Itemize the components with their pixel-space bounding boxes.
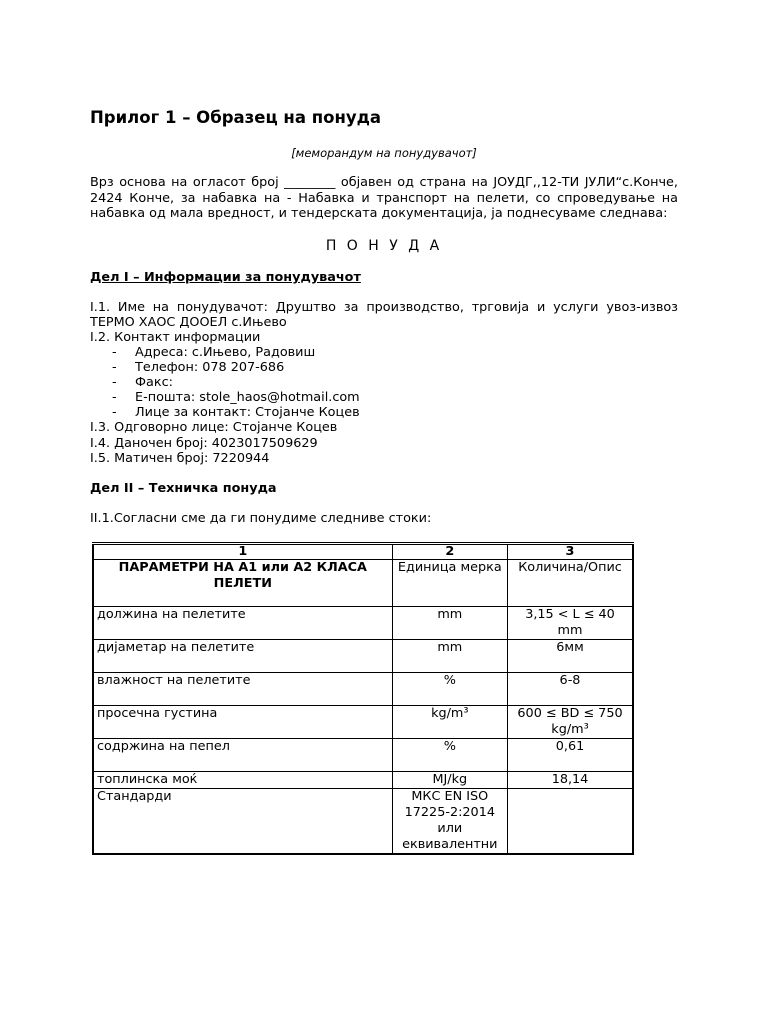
table-cell: содржина на пепел <box>93 739 392 772</box>
table-cell: дијаметар на пелетите <box>93 640 392 673</box>
technical-offer-table <box>92 542 634 855</box>
table-cell: 18,14 <box>508 772 633 789</box>
table-cell: МКС EN ISO 17225-2:2014 или еквивалентни <box>392 789 507 855</box>
column-number: 2 <box>392 544 507 560</box>
table-row <box>93 739 633 772</box>
table-row <box>93 772 633 789</box>
table-cell: kg/m³ <box>392 706 507 739</box>
table-cell: Стандарди <box>93 789 392 855</box>
table-row <box>93 706 633 739</box>
table-cell: 0,61 <box>508 739 633 772</box>
table-cell: влажност на пелетите <box>93 673 392 706</box>
document-title: Прилог 1 – Образец на понуда <box>90 108 382 127</box>
offer-heading: П О Н У Д А <box>325 238 443 254</box>
contact-person <box>112 405 360 420</box>
table-cell: 6мм <box>508 640 633 673</box>
table-cell: просечна густина <box>93 706 392 739</box>
table-column-numbers <box>93 544 633 560</box>
table-row <box>93 607 633 640</box>
table-cell: % <box>392 739 507 772</box>
table-cell: 3,15 < L ≤ 40 mm <box>508 607 633 640</box>
table-row <box>93 640 633 673</box>
list-dash: - <box>112 405 117 420</box>
header-unit: Единица мерка <box>392 560 507 607</box>
contact-text: Факс: <box>135 375 173 390</box>
responsible-person: I.3. Одговорно лице: Стојанче Коцев <box>90 420 338 435</box>
list-dash: - <box>112 375 117 390</box>
contact-text: Телефон: 078 207-686 <box>135 360 285 375</box>
table-cell: 600 ≤ BD ≤ 750 kg/m³ <box>508 706 633 739</box>
contact-text: Е-пошта: stole_haos@hotmail.com <box>135 390 360 405</box>
header-parameters: ПАРАМЕТРИ НА А1 или А2 КЛАСА ПЕЛЕТИ <box>93 560 392 607</box>
table-cell: должина на пелетите <box>93 607 392 640</box>
list-dash: - <box>112 390 117 405</box>
contact-text: Адреса: с.Ињево, Радовиш <box>135 345 316 360</box>
memorandum-note: [меморандум на понудувачот] <box>291 146 477 160</box>
contact-email <box>112 390 360 405</box>
contact-text: Лице за контакт: Стојанче Коцев <box>135 405 360 420</box>
table-cell: % <box>392 673 507 706</box>
goods-intro: II.1.Согласни сме да ги понудиме следниве стоки: <box>90 511 432 526</box>
tax-number: I.4. Даночен број: 4023017509629 <box>90 436 318 451</box>
table-cell: mm <box>392 607 507 640</box>
table-cell: MJ/kg <box>392 772 507 789</box>
table-cell <box>508 789 633 855</box>
table-header-row <box>93 560 633 607</box>
contact-fax <box>112 375 173 390</box>
bidder-name: I.1. Име на понудувачот: Друштво за производство, трговија и услуги увоз-извоз ТЕРМО ХАОС ДООЕЛ с.Ињево <box>90 300 678 330</box>
table-row <box>93 789 633 855</box>
table-row <box>93 673 633 706</box>
registration-number: I.5. Матичен број: 7220944 <box>90 451 270 466</box>
column-number: 3 <box>508 544 633 560</box>
list-dash: - <box>112 345 117 360</box>
list-dash: - <box>112 360 117 375</box>
header-quantity: Количина/Опис <box>508 560 633 607</box>
table-cell: 6-8 <box>508 673 633 706</box>
part1-heading: Дел I – Информации за понудувачот <box>90 270 361 285</box>
intro-paragraph: Врз основа на огласот број ________ објавен од страна на ЈОУДГ,,12-ТИ ЈУЛИ“с.Конче, 2424 Конче, за набавка на - Набавка и транспорт на пелети, со спроведување на набавка од мала вредност, и тендерската документација, ја поднесуваме следнава: <box>90 175 678 221</box>
part2-heading: Дел II – Техничка понуда <box>90 481 277 496</box>
contact-address <box>112 345 315 360</box>
contact-heading: I.2. Контакт информации <box>90 330 261 345</box>
contact-phone <box>112 360 284 375</box>
table-cell: топлинска моќ <box>93 772 392 789</box>
column-number: 1 <box>93 544 392 560</box>
table-cell: mm <box>392 640 507 673</box>
